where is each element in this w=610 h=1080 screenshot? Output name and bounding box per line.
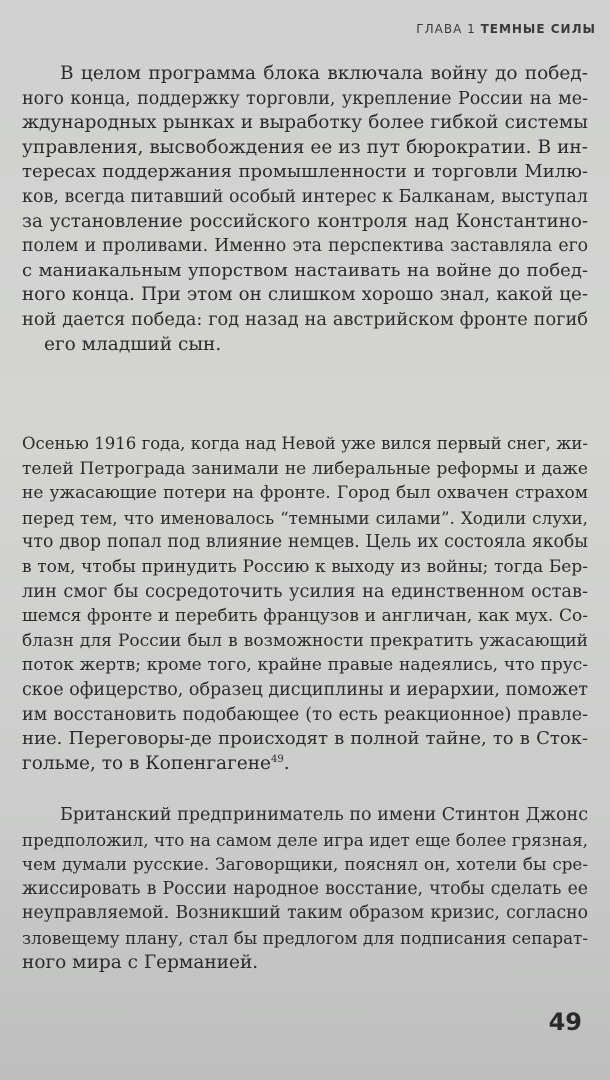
text-line: перед тем, что именовалось “темными силами”. Ходили слухи, <box>22 507 588 528</box>
text-line: гольме, то в Копенгагене$^{49}$. <box>22 752 290 774</box>
text-line: ждународных рынках и выработку более гибкой системы <box>22 112 588 134</box>
text-line: не ужасающие потери на фронте. Город был охвачен страхом <box>22 483 588 504</box>
paragraph-block-3 <box>22 803 588 975</box>
text-line: управления, высвобождения ее из пут бюрократии. В ин- <box>22 136 588 158</box>
text-line: жиссировать в России народное восстание, чтобы сделать ее <box>22 878 588 899</box>
text-line: в том, чтобы принудить Россию к выходу из войны; тогда Бер- <box>22 556 588 577</box>
text-line: поток жертв; кроме того, крайне правые надеялись, что прус- <box>22 655 588 676</box>
running-head-title: ТЕМНЫЕ СИЛЫ <box>480 22 596 36</box>
text-line: его младший сын. <box>44 333 222 355</box>
text-line: предположил, что на самом деле игра идет еще более грязная, <box>22 829 588 850</box>
text-line: Осенью 1916 года, когда над Невой уже вился первый снег, жи- <box>22 434 588 453</box>
text-line: ние. Переговоры-де происходят в полной тайне, то в Сток- <box>22 728 588 750</box>
text-line: с маниакальным упорством настаивать на войне до побед- <box>22 259 588 281</box>
text-line: им восстановить подобающее (то есть реакционное) правле- <box>22 704 588 725</box>
text-line: за установление российского контроля над Константино- <box>22 210 588 232</box>
text-line: блазн для России был в возможности прекратить ужасающий <box>22 630 588 651</box>
text-line: полем и проливами. Именно эта перспектива заставляла его <box>22 236 588 257</box>
paragraph-block-2 <box>22 432 588 776</box>
text-line: ного мира с Германией. <box>22 951 259 973</box>
text-line: зловещему плану, стал бы предлогом для подписания сепарат- <box>22 927 588 948</box>
text-line: чем думали русские. Заговорщики, пояснял он, хотели бы сре- <box>22 854 588 875</box>
text-line: тересах поддержания промышленности и торговли Милю- <box>22 161 588 183</box>
footnote-marker: 49 <box>271 753 284 765</box>
running-head <box>416 22 596 36</box>
text-line: ной дается победа: год назад на австрийском фронте погиб <box>22 309 588 330</box>
page-number: 49 <box>548 1008 582 1036</box>
text-line: что двор попал под влияние немцев. Цель их состояла якобы <box>22 532 588 553</box>
text-line: В целом программа блока включала войну до побед- <box>60 63 588 84</box>
text-line: Британский предприниматель по имени Стинтон Джонс <box>60 805 588 825</box>
text-line: шемся фронте и перебить французов и англичан, как мух. Со- <box>22 606 588 627</box>
text-line: лин смог бы сосредоточить усилия на единственном остав- <box>22 581 588 602</box>
text-line-content: гольме, то в Копенгагене <box>22 752 272 774</box>
text-line: телей Петрограда занимали не либеральные реформы и даже <box>22 458 588 479</box>
text-line: ного конца, поддержку торговли, укрепление России на ме- <box>22 88 588 109</box>
text-line: неуправляемой. Возникший таким образом кризис, согласно <box>22 903 588 924</box>
text-line: ного конца. При этом он слишком хорошо знал, какой це- <box>22 284 588 306</box>
text-line: ское офицерство, образец дисциплины и иерархии, поможет <box>22 679 588 700</box>
paragraph-block-1 <box>22 62 588 357</box>
text-line: ков, всегда питавший особый интерес к Балканам, выступал <box>22 186 588 207</box>
running-head-chapter: ГЛАВА 1 <box>416 22 476 36</box>
